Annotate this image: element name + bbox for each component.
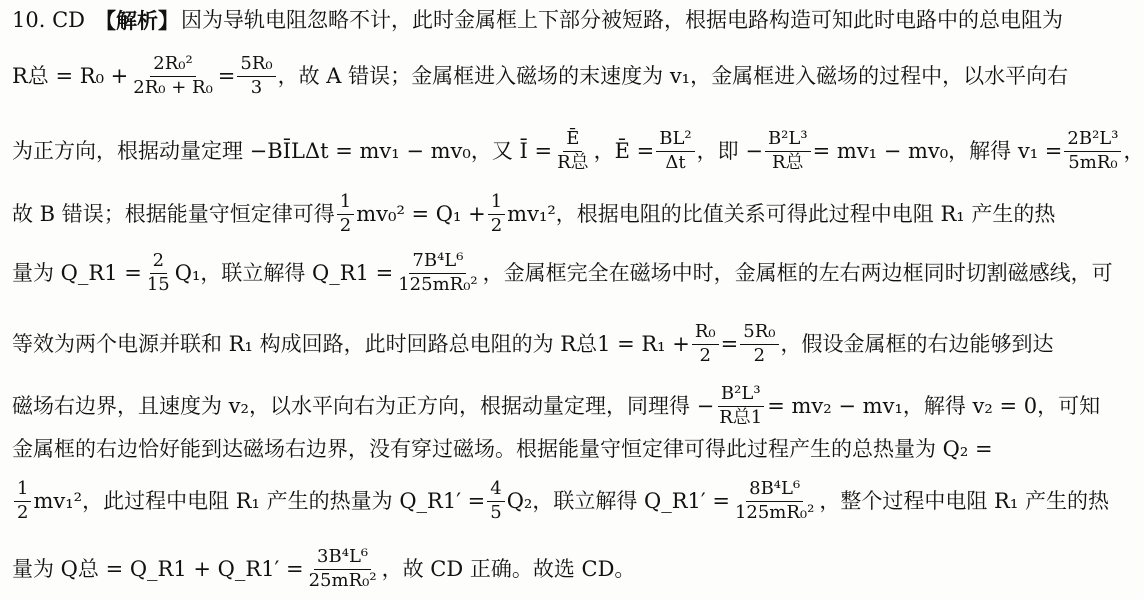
numerator: 1	[14, 480, 31, 502]
numerator: R₀	[692, 323, 719, 345]
fraction	[740, 323, 778, 366]
fraction	[487, 480, 504, 523]
line-4-pre: 故 B 错误；根据能量守恒定律可得	[12, 201, 335, 226]
denominator: 2	[17, 501, 29, 523]
fraction	[732, 480, 817, 523]
fraction	[488, 193, 505, 236]
line-2	[12, 55, 1070, 98]
analysis-tag: 【解析】	[94, 8, 179, 33]
line-7-pre: 磁场右边界，且速度为 v₂，以水平向右为正方向，根据动量定理，同理得 −	[12, 393, 715, 418]
question-number: 10. CD	[12, 8, 85, 32]
denominator: R总	[771, 151, 804, 173]
line-9-mid2: Q₂，联立解得 Q_R1′ =	[506, 488, 730, 513]
numerator: 8B⁴L⁶	[746, 480, 803, 502]
line-2-pre: R总 = R₀ +	[12, 63, 129, 88]
line-3-mid2: ，即 −	[696, 138, 763, 163]
fraction	[306, 548, 380, 591]
fraction	[337, 193, 354, 236]
fraction	[1064, 130, 1121, 173]
fraction	[14, 480, 31, 523]
line-4-mid1: mv₀² = Q₁ +	[356, 201, 486, 226]
equals: =	[217, 63, 236, 88]
line-4	[12, 193, 1070, 236]
line-5-post: ，金属框完全在磁场中时，金属框的左右两边框同时切割磁感线，可	[482, 260, 1113, 285]
denominator: 2	[339, 214, 352, 236]
numerator: 5R₀	[237, 55, 275, 77]
line-4-post: mv₁²，根据电阻的比值关系可得此过程中电阻 R₁ 产生的热	[507, 201, 1056, 226]
line-6-pre: 等效为两个电源并联和 R₁ 构成回路，此时回路总电阻的为 R总1 = R₁ +	[12, 331, 690, 356]
denominator: Δt	[665, 151, 686, 173]
line-5	[12, 250, 1113, 295]
fraction	[765, 130, 811, 173]
numerator: 3B⁴L⁶	[314, 548, 371, 570]
line-3-pre: 为正方向，根据动量定理 −BĪLΔt = mv₁ − mv₀，又 Ī =	[12, 138, 553, 163]
denominator: 2R₀ + R₀	[133, 76, 213, 98]
line-3-post: ，	[1123, 138, 1144, 163]
line-7-post: = mv₂ − mv₁，解得 v₂ = 0，可知	[767, 393, 1101, 418]
numerator: 2R₀²	[150, 55, 195, 77]
numerator: Ē	[563, 130, 582, 152]
fraction	[395, 252, 480, 295]
denominator: 2	[490, 214, 503, 236]
denominator: R总	[557, 151, 589, 173]
numerator: B²L³	[765, 130, 811, 152]
line-3-mid1: ，Ē =	[593, 138, 655, 163]
denominator: 125mR₀²	[734, 501, 815, 523]
denominator: 5	[490, 501, 502, 523]
line-7	[12, 383, 1101, 428]
denominator: 3	[250, 76, 263, 98]
line-5-mid: Q₁，联立解得 Q_R1 =	[174, 260, 394, 285]
equals: =	[720, 331, 739, 356]
line-8-text: 金属框的右边恰好能到达磁场右边界，没有穿过磁场。根据能量守恒定律可得此过程产生的总热量为 Q₂ =	[12, 437, 993, 461]
fraction	[237, 55, 275, 98]
line-10-pre: 量为 Q总 = Q_R1 + Q_R1′ =	[12, 556, 304, 581]
line-9	[12, 478, 1109, 523]
denominator: 2	[753, 344, 766, 366]
numerator: 4	[487, 480, 504, 502]
line-6-post: ，假设金属框的右边能够到达	[780, 331, 1054, 356]
denominator: 5mR₀	[1068, 151, 1118, 173]
numerator: 2	[150, 252, 167, 274]
line-3	[12, 128, 1144, 173]
denominator: 25mR₀²	[308, 569, 377, 591]
line-9-post: ，整个过程中电阻 R₁ 产生的热	[819, 488, 1109, 513]
line-9-mid1: mv₁²，此过程中电阻 R₁ 产生的热量为 Q_R1′ =	[33, 488, 486, 513]
numerator: 2B²L³	[1064, 130, 1121, 152]
line-10	[12, 548, 1070, 591]
line-8	[12, 439, 1070, 460]
fraction	[716, 385, 765, 428]
line-1-text: 因为导轨电阻忽略不计，此时金属框上下部分被短路，根据电路构造可知此时电路中的总电阻为	[180, 8, 1063, 32]
line-6	[12, 323, 1070, 366]
line-5-pre: 量为 Q_R1 =	[12, 260, 142, 285]
numerator: BL²	[656, 130, 694, 152]
fraction	[144, 252, 173, 295]
numerator: 5R₀	[740, 323, 778, 345]
line-1	[12, 10, 1070, 31]
line-3-mid3: = mv₁ − mv₀，解得 v₁ =	[812, 138, 1063, 163]
numerator: 7B⁴L⁶	[409, 252, 466, 274]
numerator: 1	[337, 193, 354, 215]
fraction	[130, 55, 216, 98]
denominator: 2	[699, 344, 711, 366]
denominator: 125mR₀²	[398, 273, 478, 295]
line-2-post: ，故 A 错误；金属框进入磁场的末速度为 v₁，金属框进入磁场的过程中，以水平向右	[277, 63, 1069, 88]
line-10-post: ，故 CD 正确。故选 CD。	[381, 556, 636, 581]
numerator: 1	[488, 193, 505, 215]
denominator: R总1	[719, 406, 763, 428]
numerator: B²L³	[718, 385, 764, 407]
denominator: 15	[146, 273, 170, 295]
fraction	[692, 323, 719, 366]
fraction	[656, 130, 694, 173]
fraction	[554, 130, 592, 173]
